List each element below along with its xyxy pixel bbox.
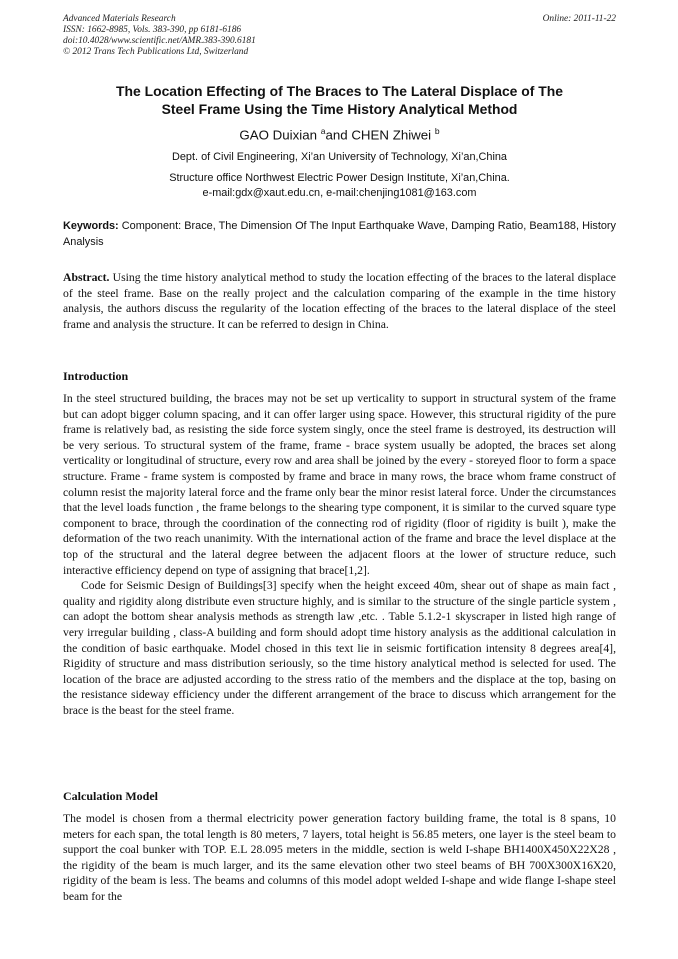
introduction-body [63, 391, 616, 718]
keywords-text: Component: Brace, The Dimension Of The Input Earthquake Wave, Damping Ratio, Beam188, History Analysis [63, 220, 616, 248]
affiliation-2: Structure office Northwest Electric Power Design Institute, Xi’an,China. [169, 172, 510, 184]
copyright-line: © 2012 Trans Tech Publications Ltd, Switzerland [63, 47, 249, 57]
intro-paragraph-1: In the steel structured building, the braces may not be set up verticality to support in structural system of the frame but can adopt bigger column spacing, and it can offer larger using space. However, this structural rigidity of the pure frame is relatively bad, as resisting the side force system singly, once the steel frame is destroyed, its destruction will be very serious. To structural system of the frame, frame - brace system usually be adopted, the braces set along verticality or longitudinal of structure, every row and area shall be joined by the every - storeyed floor to form a space structure. Frame - frame system is composted by frame and brace in many rows, the brace whom frame construct of column resist the majority lateral force and the frame only bear the minor resist lateral force. Under the circumstances that the level loads function , the frame belongs to the shearing type component, it is similar to the curved square type component to brace, through the coordination of the connecting rod of rigidity (floor of rigidity is built ), make the deformation of the two reach unanimity. With the international action of the frame and brace the level displace at the top of the structural and the lateral degree between the adjacent floors at the lower of structure reduce, such interactive efficiency depend on type of assigning that brace[1,2]. [63, 392, 616, 577]
calc-paragraph-1: The model is chosen from a thermal electricity power generation factory building frame, the total is 8 spans, 10 meters for each span, the total length is 80 meters, 7 layers, total height is 56.85 meters, one layer is the steel beam to support the coal bunker with TOP. E.L 28.095 meters in the middle, section is weld I-shape BH1400X450X22X28 , the rigidity of the beam is much larger, and its the same elevation other two steel beams of BH 700X300X16X20, rigidity of the beam is less. The beams and columns of this model adopt welded I-shape and wide flange I-shape steel beam for the [63, 812, 616, 903]
introduction-heading: Introduction [63, 369, 129, 383]
title-line-2: Steel Frame Using the Time History Analytical Method [161, 101, 518, 117]
abstract-block [63, 270, 616, 332]
calculation-model-heading: Calculation Model [63, 789, 158, 803]
keywords-label: Keywords: [63, 220, 119, 232]
abstract-label: Abstract. [63, 271, 110, 284]
author-2-superscript: b [434, 126, 440, 136]
title-line-1: The Location Effecting of The Braces to The Lateral Displace of The [116, 83, 563, 99]
author-line [63, 122, 616, 144]
calculation-model-body [63, 811, 616, 905]
email-line[interactable]: e-mail:gdx@xaut.edu.cn, e-mail:chenjing1081@163.com [202, 187, 477, 199]
author-2: and CHEN Zhiwei [325, 127, 435, 143]
author-1: GAO Duixian [239, 127, 321, 143]
abstract-text: Using the time history analytical method to study the location effecting of the braces to the lateral displace of the steel frame. Base on the really project and the calculation comparing of the example in the time history analysis, the authors discuss the regularity of the location effecting of the braces to the lateral displace of the steel frame and analysis the structure. It can be referred to design in China. [63, 271, 616, 331]
intro-paragraph-2: Code for Seismic Design of Buildings[3] specify when the height exceed 40m, shear out of shape as main fact , quality and rigidity along distribute even structure highly, and is similar to the structure of the single particle system , can adopt the bottom shear analysis methods as strength law ,etc. . Table 5.1.2-1 skyscraper in listed high range of very irregular building , class-A building and form should adopt time history analysis as the additional calculation in the condition of basic earthquake. Model chosed in this text lie in seismic fortification intensity 8 degrees area[4], Rigidity of structure and mass distribution seriously, so the time history analytical method is selected for used. The location of the brace are adjusted according to the stress ratio of the members and the displace at the top, basing on the resistance sideway efficiency under the different arrangement of the brace to discuss which arrangement for the brace is the beast for the steel frame. [63, 579, 616, 717]
doi-line[interactable]: doi:10.4028/www.scientific.net/AMR.383-390.6181 [63, 36, 256, 46]
keywords-block [63, 219, 616, 250]
issn-line: ISSN: 1662-8985, Vols. 383-390, pp 6181-6186 [63, 25, 242, 35]
affiliation-2-block [63, 171, 616, 201]
journal-name: Advanced Materials Research [63, 14, 176, 24]
online-date: Online: 2011-11-22 [542, 14, 616, 24]
author-1-superscript: a [320, 126, 326, 136]
paper-title [63, 82, 616, 118]
affiliation-1: Dept. of Civil Engineering, Xi’an University of Technology, Xi’an,China [172, 151, 507, 163]
journal-header [63, 14, 616, 58]
